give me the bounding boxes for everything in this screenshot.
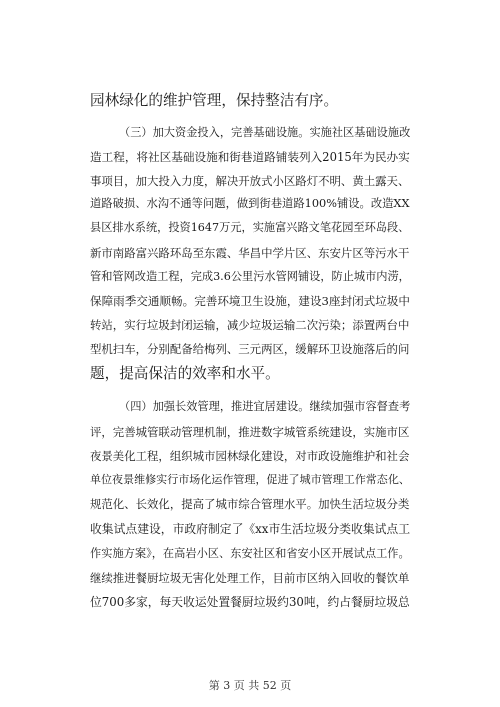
- text-line: 事项目，加大投入力度，解决开放式小区路灯不明、黄土露天、: [90, 174, 410, 188]
- text-line: 单位夜景维修实行市场化运作管理，促进了城市管理工作常态化、: [90, 473, 410, 486]
- text-line: 造工程，将社区基础设施和街巷道路铺装列入2015年为民办实: [90, 150, 410, 164]
- text-line: 型机扫车，分别配备给梅列、三元两区，缓解环卫设施落后的问: [90, 342, 410, 356]
- text-line: 规范化、长效化，提高了城市综合管理水平。加快生活垃圾分类: [90, 497, 410, 511]
- text-line: 转站，实行垃圾封闭运输，减少垃圾运输二次污染；添置两台中: [90, 318, 410, 332]
- text-line: 保障雨季交通顺畅。完善环境卫生设施，建设3座封闭式垃圾中: [90, 294, 410, 308]
- text-line: 夜景美化工程，组织城市园林绿化建设，对市政设施维护和社会: [90, 449, 410, 463]
- text-line: 管和管网改造工程，完成3.6公里污水管网铺设，防止城市内涝，: [90, 270, 410, 283]
- text-line: 作实施方案》，在高岩小区、东安社区和省安小区开展试点工作。: [90, 547, 410, 560]
- text-line: 继续推进餐厨垃圾无害化处理工作，目前市区纳入回收的餐饮单: [90, 571, 410, 585]
- text-line: 位700多家，每天收运处置餐厨垃圾约30吨，约占餐厨垃圾总: [90, 595, 410, 609]
- text-line: 园林绿化的维护管理，保持整洁有序。: [90, 92, 339, 109]
- text-line: 新市南路富兴路环岛至东霞、华昌中学片区、东安片区等污水干: [90, 246, 410, 260]
- text-line: （四）加强长效管理，推进宜居建设。继续加强市容督查考: [119, 400, 411, 413]
- text-line: 题，提高保洁的效率和水平。: [90, 365, 280, 382]
- text-line: 县区排水系统，投资1647万元，实施富兴路文笔花园至环岛段、: [90, 221, 410, 234]
- text-line: 道路破损、水沟不通等问题，做到街巷道路100%铺设。改造XX: [90, 197, 410, 210]
- text-line: 评，完善城管联动管理机制，推进数字城管系统建设，实施市区: [90, 425, 410, 439]
- page-footer: 第 3 页 共 52 页: [208, 679, 292, 692]
- text-line: （三）加大资金投入，完善基础设施。实施社区基础设施改: [119, 126, 411, 139]
- text-line: 收集试点建设，市政府制定了《xx市生活垃圾分类收集试点工: [90, 522, 411, 536]
